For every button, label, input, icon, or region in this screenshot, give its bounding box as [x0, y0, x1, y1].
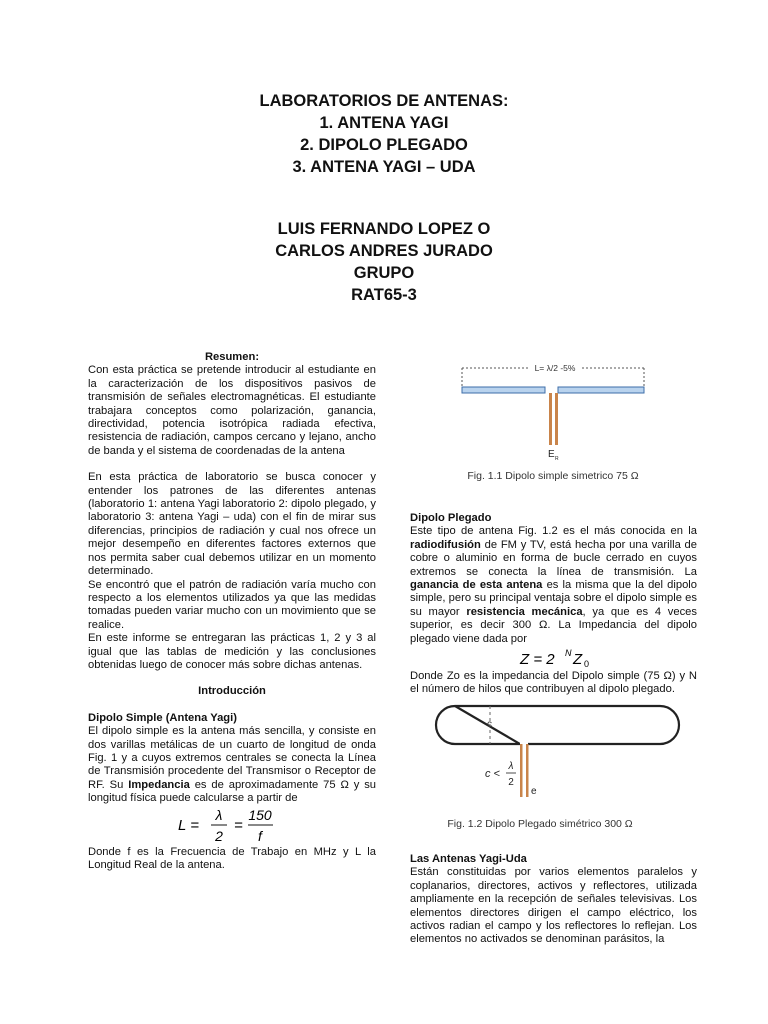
feed-label: E [548, 449, 555, 460]
impedancia-term: Impedancia [128, 778, 190, 791]
dipolo-simple-paragraph: El dipolo simple es la antena más sencilla, y consiste en dos varillas metálicas de un cuarto de longitud de onda Fig. 1 y a cuyos extremos centrales se conecta la Línea de Transmisión procedente del Transmisor o Receptor de RF. Su Impedancia es de aproximadamente 75 Ω y su longitud física puede calcularse a partir de [88, 725, 377, 805]
resumen-paragraph: Con esta práctica se pretende introducir al estudiante en la caracterización de los dispositivos pasivos de transmisión de señales electromagnéticas. El estudiante trabajara conceptos como polarización, ganancia, directividad, potencia isotrópica radiada efectiva, resistencia de radiación, campos cercano y lejano, ancho de banda y el sistema de coordenadas de la antena [88, 364, 376, 457]
formula-sub: 0 [584, 659, 590, 670]
left-column [88, 351, 376, 872]
dipolo-plegado-heading: Dipolo Plegado [410, 512, 492, 524]
dipolo-plegado-paragraph: Este tipo de antena Fig. 1.2 es el más conocida en la radiodifusión de FM y TV, está hecha por una varilla de cobre o aluminio en forma de bucle cerrado en cuyos extremos se conecta la línea de transmisión. La ganancia de esta antena es la misma que la del dipolo simple, pero su principal ventaja sobre el dipolo simple es su mayor resistencia mecánica, ya que es 4 veces superior, es decir 300 Ω. La Impedancia del dipolo plegado viene dada por [410, 525, 697, 645]
title-line: 1. ANTENA YAGI [319, 114, 449, 132]
yagi-uda-heading: Las Antenas Yagi-Uda [410, 852, 527, 865]
title-line: 3. ANTENA YAGI – UDA [292, 158, 476, 176]
dipolo-plegado-figure [410, 701, 697, 843]
condition-den: 2 [508, 776, 514, 788]
dipolo-plegado-note: Donde Zo es la impedancia del Dipolo simple (75 Ω) y N el número de hilos que contribuyen al dipolo plegado. [410, 670, 697, 696]
resumen-paragraph: Se encontró que el patrón de radiación varía mucho con respecto a los elementos utilizados ya que las medidas tomadas pueden variar mucho con un movimiento que se realice. [88, 578, 376, 631]
impedance-formula [410, 646, 697, 670]
feed-line-right [555, 393, 558, 445]
author-name: CARLOS ANDRES JURADO [275, 242, 493, 260]
title-line: 2. DIPOLO PLEGADO [300, 136, 468, 154]
dipole-arm-right [558, 387, 644, 393]
folded-dipole-loop [436, 706, 679, 744]
figure-2 [410, 701, 697, 843]
author-name: LUIS FERNANDO LOPEZ O [277, 220, 491, 238]
figure-2-caption: Fig. 1.2 Dipolo Plegado simétrico 300 Ω [447, 817, 633, 830]
feed-line-left [520, 744, 523, 797]
length-formula [88, 806, 376, 846]
formula-num: 150 [248, 806, 272, 823]
formula-lhs: L = [178, 816, 199, 834]
formula-sup: N [565, 648, 572, 659]
formula-den: f [258, 827, 262, 844]
dipolo-simple-note: Donde f es la Frecuencia de Trabajo en MHz y L la Longitud Real de la antena. [88, 845, 376, 871]
feed-line-right [526, 744, 529, 797]
formula-z: Z = 2 [520, 651, 555, 669]
formula-den: 2 [215, 827, 223, 844]
dipolo-simple-figure [410, 360, 697, 482]
formula-num: λ [215, 806, 223, 823]
spacing-label: c [487, 718, 492, 730]
feed-label: e [531, 785, 537, 797]
resumen-paragraph: En este informe se entregaran las prácticas 1, 2 y 3 al igual que las tablas de medición y las conclusiones obtenidas luego de conocer más sobre dichas antenas. [88, 632, 376, 671]
feed-subscript: R [555, 456, 559, 462]
introduccion-heading: Introducción [198, 685, 266, 698]
figure-1 [410, 360, 697, 482]
group-label: GRUPO [353, 264, 415, 282]
formula-eq: = [234, 816, 243, 834]
resumen-heading: Resumen: [204, 351, 260, 363]
resumen-paragraph: En esta práctica de laboratorio se busca conocer y entender los patrones de las diferentes antenas (laboratorio 1: antena Yagi laboratorio 2: dipolo plegado, y laboratorio 3: antena Yagi – uda) con el fin de mirar sus diferencias, principios de radiación y cual nos ofrece un mejor desempeño en diferentes factores externos que nos permita saber cual debemos utilizar en un momento determinado. [88, 471, 376, 578]
right-column [410, 360, 697, 947]
figure-1-caption: Fig. 1.1 Dipolo simple simetrico 75 Ω [467, 470, 639, 482]
dimension-label: L= λ/2 -5% [534, 363, 576, 373]
yagi-uda-paragraph: Están constituidas por varios elementos paralelos y coplanarios, directores, activos y reflectores, utilizada ampliamente en la recepción de señales televisivas. Los elementos directores dirigen el campo eléctrico, los activos radian el campo y los reflectores lo reflejan. Los elementos no activados se denominan parásitos, la [410, 866, 697, 946]
condition-num: λ [508, 760, 514, 772]
dipolo-simple-heading: Dipolo Simple (Antena Yagi) [88, 711, 237, 724]
group-code: RAT65-3 [351, 286, 417, 304]
condition-label: c < [485, 767, 500, 780]
formula-z0: Z [573, 651, 583, 669]
title-block [0, 90, 768, 306]
dipole-arm-left [462, 387, 545, 393]
feed-line-left [549, 393, 552, 445]
title-line: LABORATORIOS DE ANTENAS: [259, 92, 509, 110]
